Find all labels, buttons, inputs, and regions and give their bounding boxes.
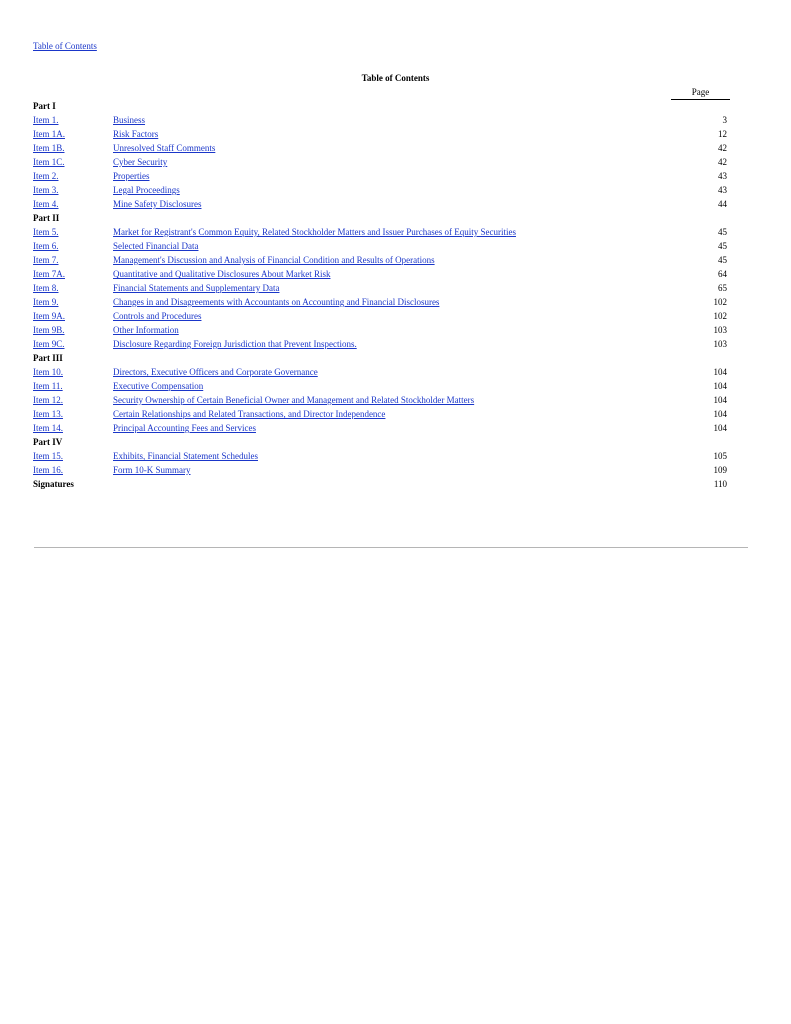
item-number-link[interactable]: Item 4. [33,199,59,209]
item-title-link[interactable]: Exhibits, Financial Statement Schedules [113,451,258,461]
page-number: 110 [713,479,727,489]
toc-item-row [33,309,730,323]
page-number: 104 [713,381,727,391]
page-number: 103 [713,325,727,335]
item-title-link[interactable]: Security Ownership of Certain Beneficial Owner and Management and Related Stockholder Matters [113,395,475,405]
toc-item-row [33,155,730,169]
item-title-link[interactable]: Market for Registrant's Common Equity, Related Stockholder Matters and Issuer Purchases of Equity Securities [113,227,516,237]
item-number-link[interactable]: Item 16. [33,465,63,475]
item-number-link[interactable]: Item 7A. [33,269,65,279]
toc-item-row [33,281,730,295]
part-heading: Part III [33,353,63,363]
item-number-link[interactable]: Item 2. [33,171,59,181]
page-number: 44 [718,199,727,209]
page-number: 102 [713,297,727,307]
toc-part-row [33,435,730,449]
item-title-link[interactable]: Selected Financial Data [113,241,199,251]
page-number: 42 [718,157,727,167]
table-of-contents-link[interactable]: Table of Contents [33,41,97,51]
item-title-link[interactable]: Directors, Executive Officers and Corporate Governance [113,367,318,377]
page-number: 45 [718,255,727,265]
page-divider [34,547,748,548]
toc-item-row [33,141,730,155]
item-title-link[interactable]: Changes in and Disagreements with Accountants on Accounting and Financial Disclosures [113,297,440,307]
page-number: 42 [718,143,727,153]
item-number-link[interactable]: Item 5. [33,227,59,237]
item-title-link[interactable]: Legal Proceedings [113,185,180,195]
page-number: 104 [713,423,727,433]
toc-item-row [33,463,730,477]
item-title-link[interactable]: Executive Compensation [113,381,204,391]
item-number-link[interactable]: Item 12. [33,395,63,405]
item-number-link[interactable]: Item 9. [33,297,59,307]
item-title-link[interactable]: Form 10-K Summary [113,465,191,475]
toc-item-row [33,113,730,127]
item-title-link[interactable]: Business [113,115,146,125]
item-number-link[interactable]: Item 14. [33,423,63,433]
item-title-link[interactable]: Controls and Procedures [113,311,202,321]
page-number: 104 [713,409,727,419]
item-number-link[interactable]: Item 1. [33,115,59,125]
toc-item-row [33,169,730,183]
page-number: 3 [722,115,727,125]
item-title-link[interactable]: Other Information [113,325,179,335]
item-title-link[interactable]: Unresolved Staff Comments [113,143,216,153]
page-number: 103 [713,339,727,349]
item-number-link[interactable]: Item 7. [33,255,59,265]
item-number-link[interactable]: Item 9C. [33,339,65,349]
toc-item-row [33,449,730,463]
page-number: 43 [718,185,727,195]
part-heading: Part II [33,213,60,223]
item-title-link[interactable]: Financial Statements and Supplementary Data [113,283,280,293]
page-number: 104 [713,367,727,377]
item-title-link[interactable]: Certain Relationships and Related Transactions, and Director Independence [113,409,386,419]
toc-item-row [33,421,730,435]
page-number: 45 [718,241,727,251]
toc-item-row [33,239,730,253]
item-title-link[interactable]: Risk Factors [113,129,159,139]
item-number-link[interactable]: Item 1C. [33,157,65,167]
toc-item-row [33,337,730,351]
item-title-link[interactable]: Properties [113,171,150,181]
item-number-link[interactable]: Item 9A. [33,311,65,321]
table-of-contents [33,99,730,491]
item-number-link[interactable]: Item 1A. [33,129,65,139]
page-number: 105 [713,451,727,461]
item-number-link[interactable]: Item 3. [33,185,59,195]
toc-item-row [33,225,730,239]
toc-item-row [33,407,730,421]
item-number-link[interactable]: Item 8. [33,283,59,293]
toc-part-row [33,351,730,365]
part-heading: Part IV [33,437,63,447]
toc-item-row [33,253,730,267]
item-number-link[interactable]: Item 1B. [33,143,65,153]
toc-item-row [33,393,730,407]
item-number-link[interactable]: Item 9B. [33,325,65,335]
toc-item-row [33,197,730,211]
page-column-header: Page [671,86,730,100]
page-number: 64 [718,269,727,279]
toc-item-row [33,379,730,393]
item-title-link[interactable]: Cyber Security [113,157,168,167]
page-number: 109 [713,465,727,475]
item-title-link[interactable]: Principal Accounting Fees and Services [113,423,256,433]
item-number-link[interactable]: Item 6. [33,241,59,251]
toc-item-row [33,183,730,197]
toc-item-row [33,267,730,281]
toc-part-row [33,211,730,225]
toc-item-row [33,323,730,337]
item-number-link[interactable]: Item 15. [33,451,63,461]
item-number-link[interactable]: Item 11. [33,381,63,391]
part-heading: Part I [33,101,56,111]
toc-part-row [33,99,730,113]
toc-part-row [33,477,730,491]
toc-item-row [33,365,730,379]
item-title-link[interactable]: Disclosure Regarding Foreign Jurisdiction that Prevent Inspections. [113,339,357,349]
part-heading: Signatures [33,479,74,489]
page-number: 45 [718,227,727,237]
page-number: 102 [713,311,727,321]
item-title-link[interactable]: Mine Safety Disclosures [113,199,202,209]
page-title: Table of Contents [361,73,430,83]
toc-item-row [33,295,730,309]
item-number-link[interactable]: Item 13. [33,409,63,419]
item-title-link[interactable]: Quantitative and Qualitative Disclosures About Market Risk [113,269,331,279]
page-number: 104 [713,395,727,405]
item-title-link[interactable]: Management's Discussion and Analysis of Financial Condition and Results of Operations [113,255,435,265]
page-number: 12 [718,129,727,139]
item-number-link[interactable]: Item 10. [33,367,63,377]
toc-item-row [33,127,730,141]
page-number: 43 [718,171,727,181]
page-number: 65 [718,283,727,293]
